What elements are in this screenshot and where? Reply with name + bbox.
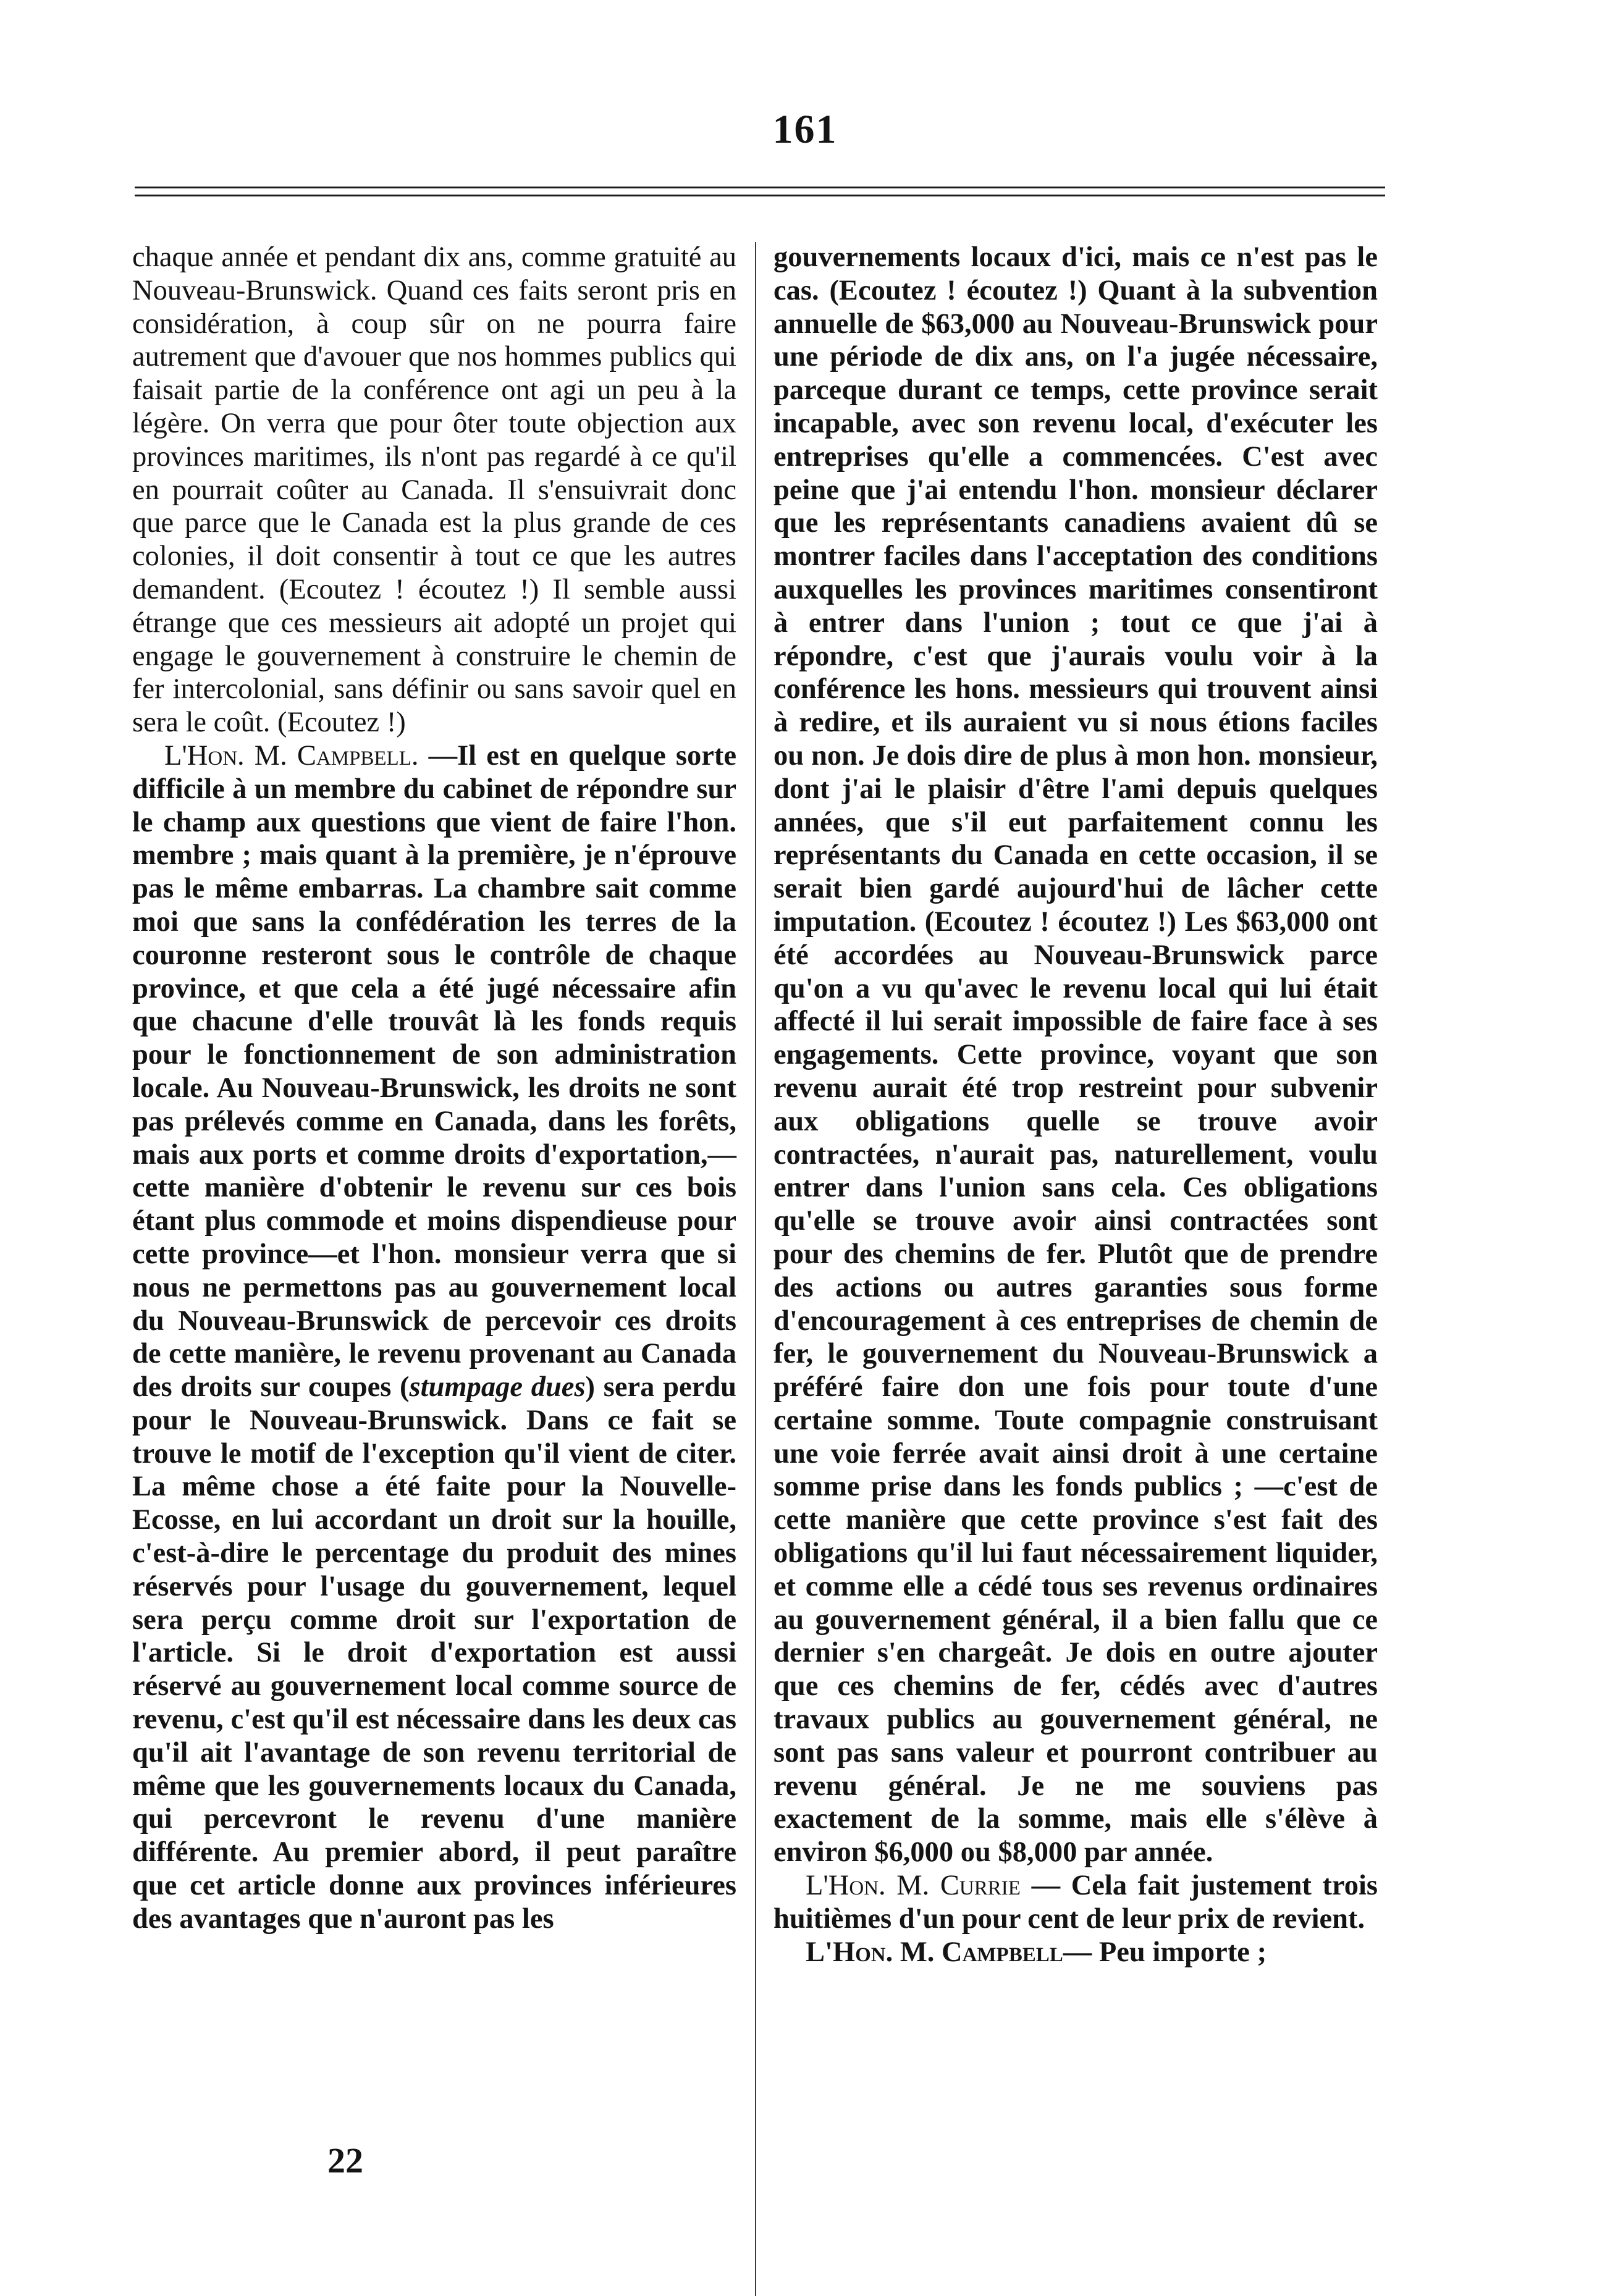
column-divider xyxy=(755,242,756,2296)
page-number: 161 xyxy=(772,107,838,152)
speaker-name: L'Hon. M. Currie xyxy=(806,1870,1021,1902)
paragraph-text: —Il est en quelque sorte difficile à un membre du cabinet de répondre sur le champ aux questions que vient de faire l'hon. membre ; mais quant à la première, je n'éprouve pas le même embarras. La chambre sait comme moi que sans la confédération les terres de la couronne resteront sous le contrôle de chaque province, et que cela a été jugé nécessaire afin que chacune d'elle trouvât là les fonds requis pour le fonctionnement de son administration locale. Au Nouveau-Brunswick, les droits ne sont pas prélevés comme en Canada, dans les forêts, mais aux ports et comme droits d'exportation,—cette manière d'obtenir le revenu sur ces bois étant plus commode et moins dispendieuse pour cette province—et l'hon. monsieur verra que si nous ne permettons pas au gouvernement local du Nouveau-Brunswick de percevoir ces droits de cette manière, le revenu provenant au Canada des droits sur coupes ( xyxy=(132,739,736,1403)
paragraph xyxy=(132,241,736,739)
paragraph xyxy=(773,1869,1378,1936)
left-column xyxy=(132,241,736,1936)
paragraph-text: chaque année et pendant dix ans, comme gratuité au Nouveau-Brunswick. Quand ces faits seront pris en considération, à coup sûr on ne pourra faire autrement que d'avouer que nos hommes publics qui faisait partie de la conférence ont agi un peu à la légère. On verra que pour ôter toute objection aux provinces maritimes, ils n'ont pas regardé à ce qu'il en pourrait coûter au Canada. Il s'ensuivrait donc que parce que le Canada est la plus grande de ces colonies, il doit consentir à tout ce que les autres demandent. (Ecoutez ! écoutez !) Il semble aussi étrange que ces messieurs ait adopté un projet qui engage le gouvernement à construire le chemin de fer intercolonial, sans définir ou sans savoir quel en sera le coût. (Ecoutez !) xyxy=(132,242,736,739)
speaker-name: L'Hon. M. Campbell. xyxy=(164,739,419,772)
right-column xyxy=(773,241,1378,1969)
paragraph-text: — Cela fait justement trois huitièmes d'un pour cent de leur prix de revient. xyxy=(773,1870,1378,1935)
paragraph-text: gouvernements locaux d'ici, mais ce n'est pas le cas. (Ecoutez ! écoutez !) Quant à la subvention annuelle de $63,000 au Nouveau-Brunswick pour une période de dix ans, on l'a jugée nécessaire, parceque durant ce temps, cette province serait incapable, avec son revenu local, d'exécuter les entreprises qu'elle a commencées. C'est avec peine que j'ai entendu l'hon. monsieur déclarer que les représentants canadiens avaient dû se montrer faciles dans l'acceptation des conditions auxquelles les provinces maritimes consentiront à entrer dans l'union ; tout ce que j'ai à répondre, c'est que j'aurais voulu voir à la conférence les hons. messieurs qui trouvent ainsi à redire, et ils auraient vu si nous étions faciles ou non. Je dois dire de plus à mon hon. monsieur, dont j'ai le plaisir d'être l'ami depuis quelques années, que s'il eut parfaitement connu les représentants du Canada en cette occasion, il se serait bien gardé aujourd'hui de lâcher cette imputation. (Ecoutez ! écoutez !) Les $63,000 ont été accordées au Nouveau-Brunswick parce qu'on a vu qu'avec le revenu local qui lui était affecté il lui serait impossible de faire face à ses engagements. Cette province, voyant que son revenu aurait été trop restreint pour subvenir aux obligations quelle se trouve avoir contractées, n'aurait pas, naturellement, voulu entrer dans l'union sans cela. Ces obligations qu'elle se trouve avoir ainsi contractées sont pour des chemins de fer. Plutôt que de prendre des actions ou autres garanties sous forme d'encouragement à ces entreprises de chemin de fer, le gouvernement du Nouveau-Brunswick a préféré faire don une fois pour toute d'une certaine somme. Toute compagnie construisant une voie ferrée avait ainsi droit à une certaine somme prise dans les fonds publics ; —c'est de cette manière que cette province s'est fait des obligations qu'il lui faut nécessairement liquider, et comme elle a cédé tous ses revenus ordinaires au gouvernement général, il a bien fallu que ce dernier s'en chargeât. Je dois en outre ajouter que ces chemins de fer, cédés avec d'autres travaux publics au gouvernement général, ne sont pas sans valeur et pourront contribuer au revenu général. Je ne me souviens pas exactement de la somme, mais elle s'élève à environ $6,000 ou $8,000 par année. xyxy=(773,242,1378,1869)
paragraph-text: — Peu importe ; xyxy=(1063,1936,1267,1968)
paragraph xyxy=(773,241,1378,1869)
italic-term: stumpage dues xyxy=(409,1371,586,1403)
signature-mark: 22 xyxy=(327,2140,363,2180)
paragraph xyxy=(132,739,736,1936)
paragraph-text: ) sera perdu pour le Nouveau-Brunswick. Dans ce fait se trouve le motif de l'exception qu'il vient de citer. La même chose a été faite pour la Nouvelle-Ecosse, en lui accordant un droit sur la houille, c'est-à-dire le percentage du produit des mines réservés pour l'usage du gouvernement, lequel sera perçu comme droit sur l'exportation de l'article. Si le droit d'exportation est aussi réservé au gouvernement local comme source de revenu, c'est qu'il est nécessaire dans les deux cas qu'il ait l'avantage de son revenu territorial de même que les gouvernements locaux du Canada, qui percevront le revenu d'une manière différente. Au premier abord, il peut paraître que cet article donne aux provinces inférieures des avantages que n'auront pas les xyxy=(132,1371,736,1935)
paragraph xyxy=(773,1936,1378,1969)
speaker-name: L'Hon. M. Campbell xyxy=(806,1936,1063,1968)
header-rule xyxy=(135,187,1385,196)
